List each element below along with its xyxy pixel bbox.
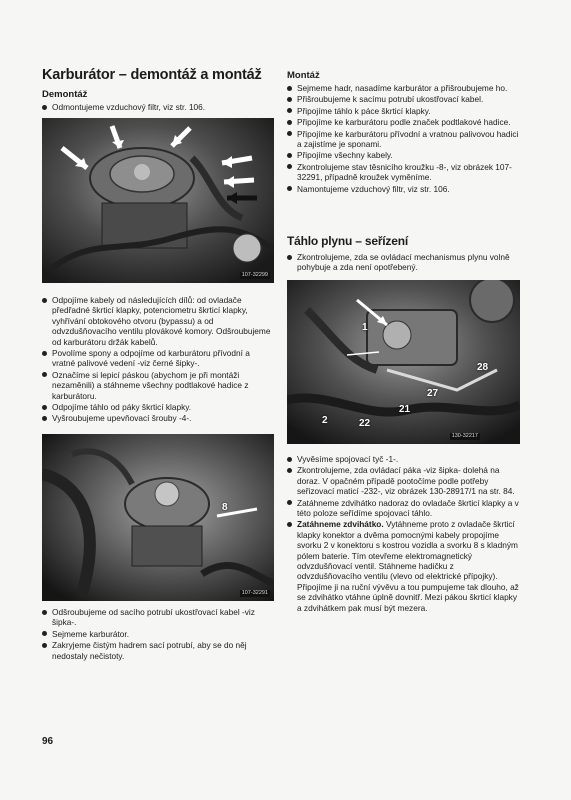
final-text: Vytáhneme proto z ovladače škrticí klapky konektor a dvěma pomocnými kabely propojíme svorku 2 v konektoru s kostrou vozidla a svorku 8 s kladným pólem baterie. Tím otevřeme elektromagnetický odvzdušňovací ventil. Stáhneme hadičku z odvzdušňovacího ventilu (vlevo od elektrické přípojky). Připojíme ji na ruční vývěvu a tou pumpujeme tak dlouho, až se zdvihátko vtáhne úplně dovnitř. Mezi pákou škrticí klapky a zdvihátkem pak musí být mezera. xyxy=(297,519,519,613)
photo-label-21: 21 xyxy=(399,404,411,415)
list-item: Sejmeme karburátor. xyxy=(42,629,274,639)
list-item: Zakryjeme čistým hadrem sací potrubí, aby se do něj nedostaly nečistoty. xyxy=(42,640,274,661)
photo-label-1: 1 xyxy=(362,322,368,333)
list-item: Připojíme ke karburátoru podle značek podtlakové hadice. xyxy=(287,117,520,127)
throttle-intro-list xyxy=(287,252,520,274)
list-item: Přišroubujeme k sacímu potrubí ukostřovací kabel. xyxy=(287,94,520,104)
section-title-throttle: Táhlo plynu – seřízení xyxy=(287,234,408,248)
photo-carburetor-top xyxy=(42,118,274,283)
list-item: Zkontrolujeme stav těsnicího kroužku -8-, viz obrázek 107-32291, případně kroužek vyměníme. xyxy=(287,162,520,183)
list-item: Zatáhneme zdvihátko nadoraz do ovladače škrticí klapky a v této poloze seřídíme spojovací táhlo. xyxy=(287,498,520,519)
photo-throttle-linkage xyxy=(287,280,520,444)
list-item: Odšroubujeme od sacího potrubí ukostřovací kabel -viz šipka-. xyxy=(42,607,274,628)
subheading-montaz: Montáž xyxy=(287,70,320,81)
subheading-demontaz: Demontáž xyxy=(42,89,88,100)
photo-label-22: 22 xyxy=(359,418,371,429)
list-item: Odpojíme táhlo od páky škrticí klapky. xyxy=(42,402,274,412)
list-item: Připojíme všechny kabely. xyxy=(287,150,520,160)
page-number: 96 xyxy=(42,736,54,747)
page-title: Karburátor – demontáž a montáž xyxy=(42,67,262,83)
list-item: Povolíme spony a odpojíme od karburátoru přívodní a vratné palivové vedení -viz černé šipky-. xyxy=(42,348,274,369)
list-item: Odmontujeme vzduchový filtr, viz str. 106. xyxy=(42,102,274,112)
list-item: Připojíme ke karburátoru přívodní a vratnou palivovou hadici a zajistíme je sponami. xyxy=(287,129,520,150)
photo-label-2: 2 xyxy=(322,415,328,426)
photo-label-8: 8 xyxy=(222,502,228,513)
list-item: Zkontrolujeme, zda se ovládací mechanismus plynu volně pohybuje a zda není opotřebený. xyxy=(287,252,520,273)
photo-carburetor-ring xyxy=(42,434,274,601)
photo-label-28: 28 xyxy=(477,362,489,373)
steps-list-1 xyxy=(42,295,274,425)
list-item xyxy=(287,519,520,613)
figure-reference: 107-32299 xyxy=(241,272,268,278)
list-item: Sejmeme hadr, nasadíme karburátor a přišroubujeme ho. xyxy=(287,83,520,93)
list-item: Namontujeme vzduchový filtr, viz str. 106. xyxy=(287,184,520,194)
intro-list xyxy=(42,102,274,113)
bold-lead: Zatáhneme zdvihátko. xyxy=(297,519,384,530)
steps-list-2 xyxy=(42,607,274,662)
montaz-list xyxy=(287,83,520,195)
photo-label-27: 27 xyxy=(427,388,439,399)
list-item: Označíme si lepicí páskou (abychom je při montáži nezaměnili) a stáhneme všechny podtlakové hadice z karburátoru. xyxy=(42,370,274,401)
list-item: Zkontrolujeme, zda ovládací páka -viz šipka- dolehá na doraz. V opačném případě pootočíme podle potřeby seřizovací maticí -232-, viz obrázek 130-28917/1 na str. 84. xyxy=(287,465,520,496)
list-item: Připojíme táhlo k páce škrticí klapky. xyxy=(287,106,520,116)
figure-reference: 130-32217 xyxy=(451,433,478,439)
figure-reference: 107-32291 xyxy=(241,590,268,596)
list-item: Odpojíme kabely od následujících dílů: od ovladače předřadné škrticí klapky, potenciometru škrticí klapky, vyhřívání obtokového otvoru (bypassu) a od odvzdušňovacího ventilu plovákové komory. Odšroubujeme od karburátoru držák kabelů. xyxy=(42,295,274,347)
throttle-steps-list xyxy=(287,454,520,614)
list-item: Vyšroubujeme upevňovací šrouby -4-. xyxy=(42,413,274,423)
list-item: Vyvěsíme spojovací tyč -1-. xyxy=(287,454,520,464)
